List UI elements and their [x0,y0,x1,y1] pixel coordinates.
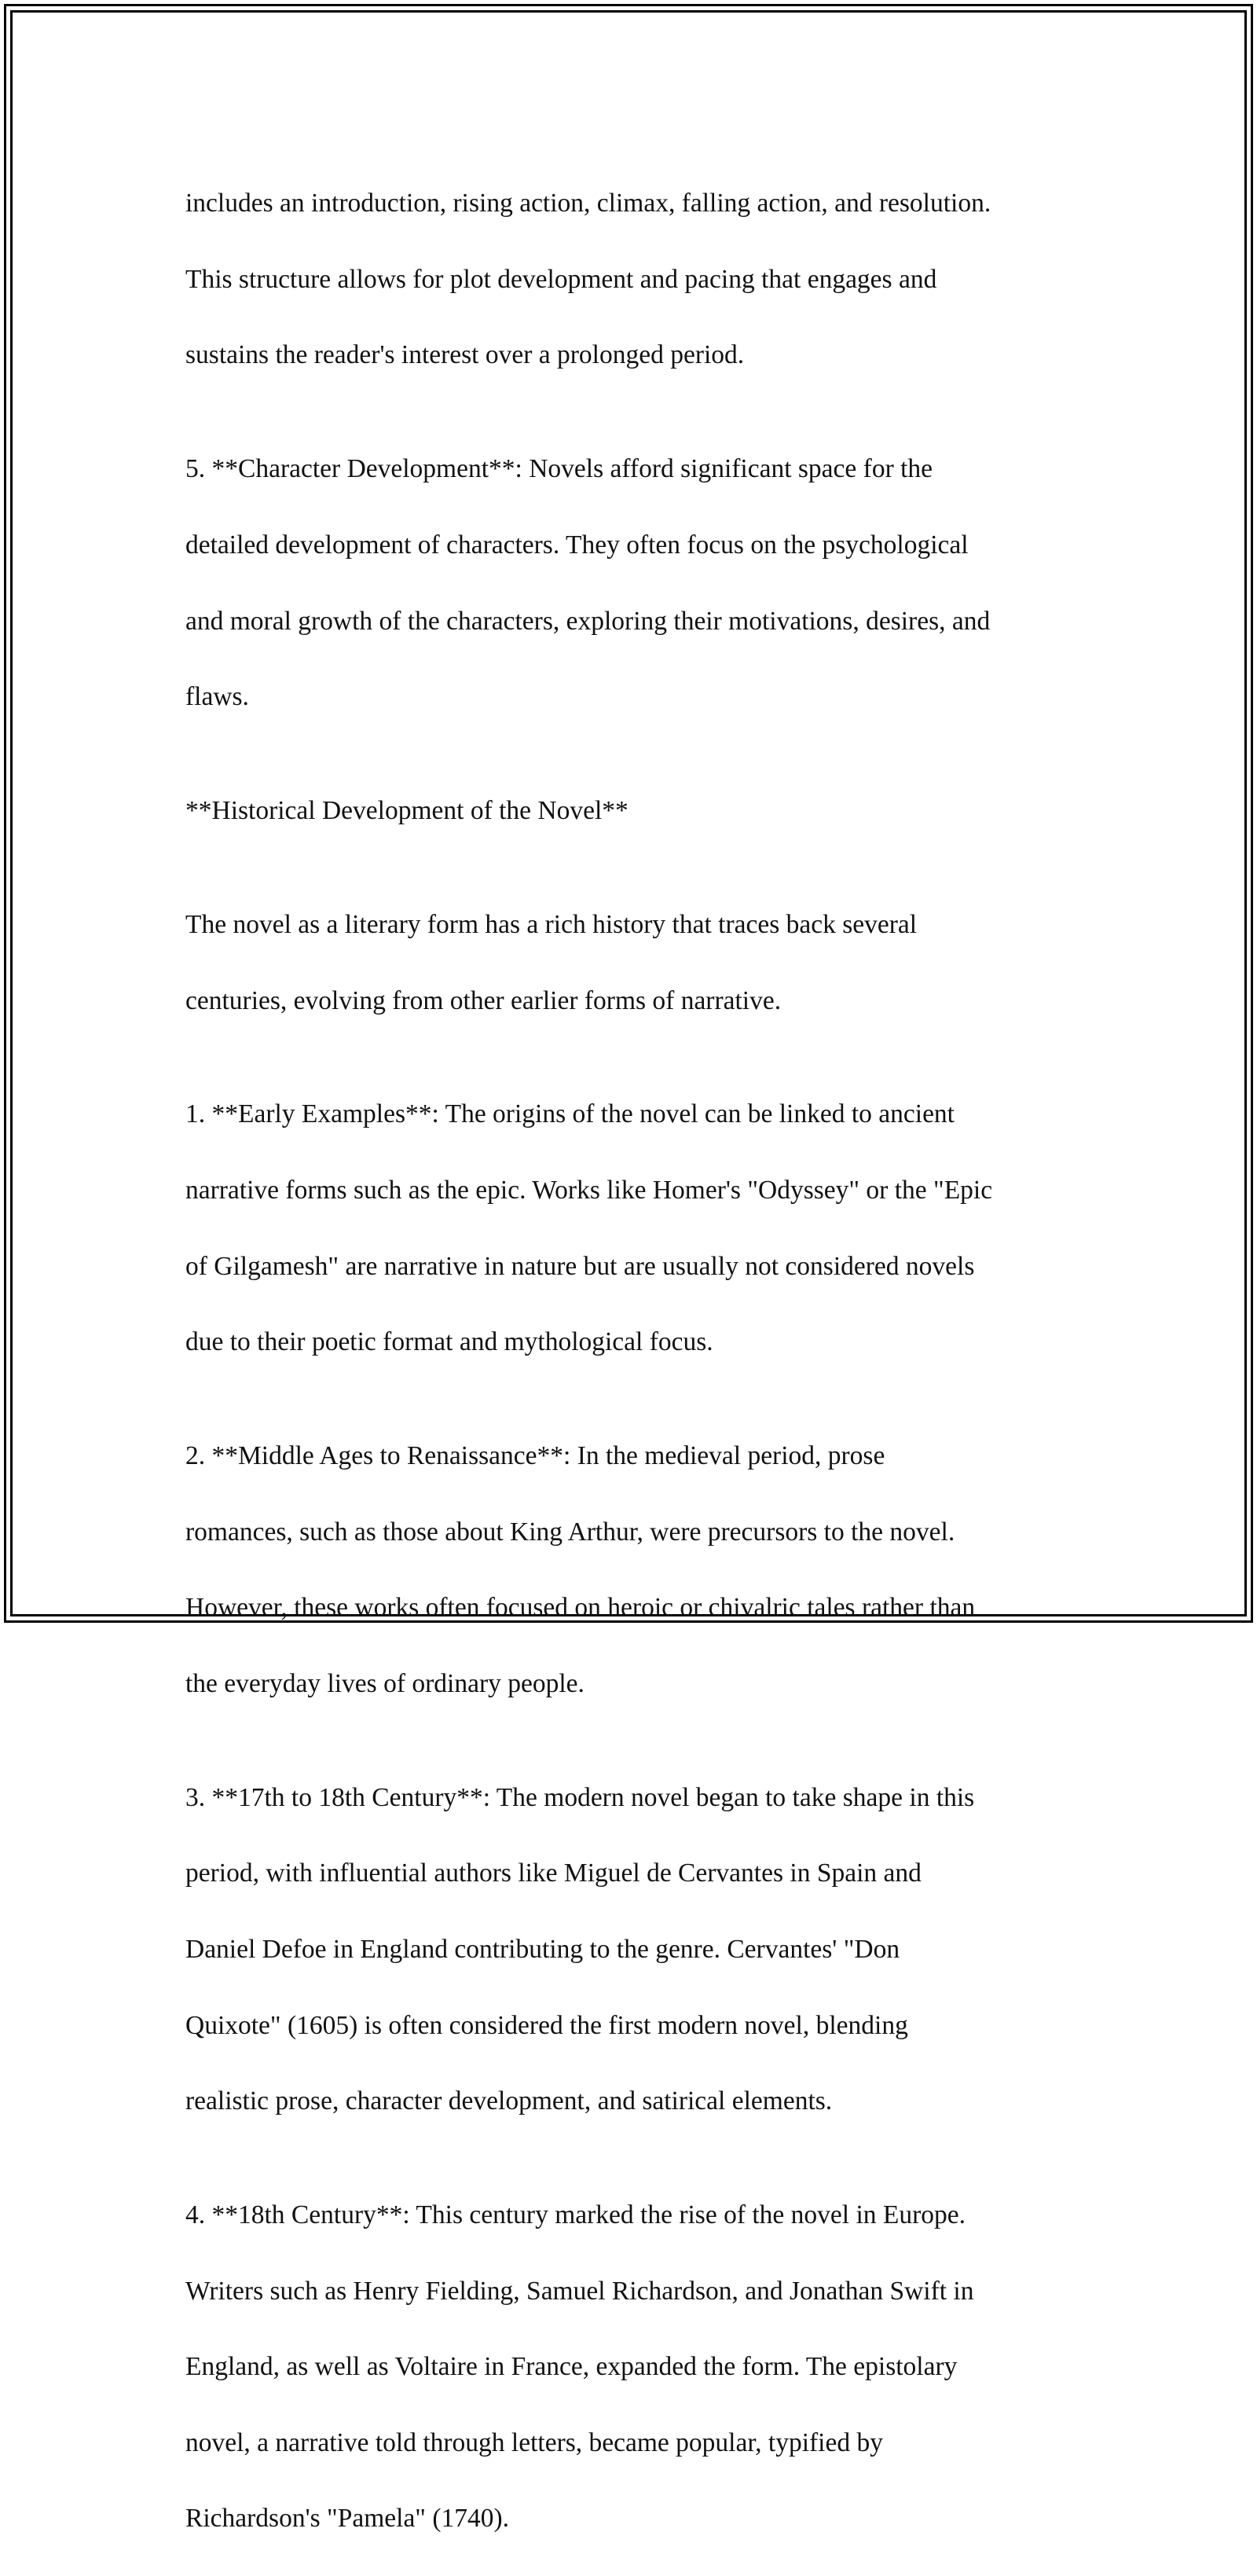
text-line: of Gilgamesh" are narrative in nature but are usually not considered novels [185,1251,975,1281]
text-line: 2. **Middle Ages to Renaissance**: In the medieval period, prose [185,1441,885,1471]
text-line: Quixote" (1605) is often considered the first modern novel, blending [185,2010,908,2040]
text-line: sustains the reader's interest over a prolonged period. [185,340,745,370]
paragraph-history-intro [185,868,1081,1020]
text-line: due to their poetic format and mythological focus. [185,1327,713,1357]
text-line: novel, a narrative told through letters, became popular, typified by [185,2427,883,2457]
text-line: romances, such as those about King Arthur, were precursors to the novel. [185,1517,955,1547]
section-heading-historical-development [185,754,1081,831]
text-line: the everyday lives of ordinary people. [185,1668,585,1698]
text-line: period, with influential authors like Miguel de Cervantes in Spain and [185,1859,922,1888]
text-line: 5. **Character Development**: Novels afford significant space for the [185,454,933,484]
text-line: 3. **17th to 18th Century**: The modern novel began to take shape in this [185,1782,975,1812]
paragraph-middle-ages [185,1400,1081,1703]
text-line: 4. **18th Century**: This century marked the rise of the novel in Europe. [185,2200,966,2230]
text-line: Writers such as Henry Fielding, Samuel Richardson, and Jonathan Swift in [185,2276,974,2306]
text-line: The novel as a literary form has a rich history that traces back several [185,909,918,939]
text-line: detailed development of characters. They often focus on the psychological [185,530,969,560]
paragraph-structure-continued [185,147,1081,375]
text-line: and moral growth of the characters, exploring their motivations, desires, and [185,606,991,636]
text-line: centuries, evolving from other earlier forms of narrative. [185,985,782,1015]
text-line: flaws. [185,682,249,712]
text-line: This structure allows for plot development and pacing that engages and [185,264,937,294]
text-line: Richardson's "Pamela" (1740). [185,2504,510,2534]
paragraph-18th-century [185,2159,1081,2538]
text-line: 1. **Early Examples**: The origins of the novel can be linked to ancient [185,1099,955,1129]
text-line: England, as well as Voltaire in France, expanded the form. The epistolary [185,2352,958,2382]
text-line: However, these works often focused on heroic or chivalric tales rather than [185,1593,976,1623]
text-line: includes an introduction, rising action, climax, falling action, and resolution. [185,189,991,218]
document-body [185,147,1081,2576]
paragraph-17th-18th-century [185,1741,1081,2120]
text-line: realistic prose, character development, and satirical elements. [185,2086,833,2116]
paragraph-character-development [185,413,1081,716]
text-line: Daniel Defoe in England contributing to the genre. Cervantes' "Don [185,1934,900,1964]
text-line: narrative forms such as the epic. Works like Homer's "Odyssey" or the "Epic [185,1176,993,1205]
paragraph-early-examples [185,1058,1081,1361]
heading-text: **Historical Development of the Novel** [185,796,628,826]
